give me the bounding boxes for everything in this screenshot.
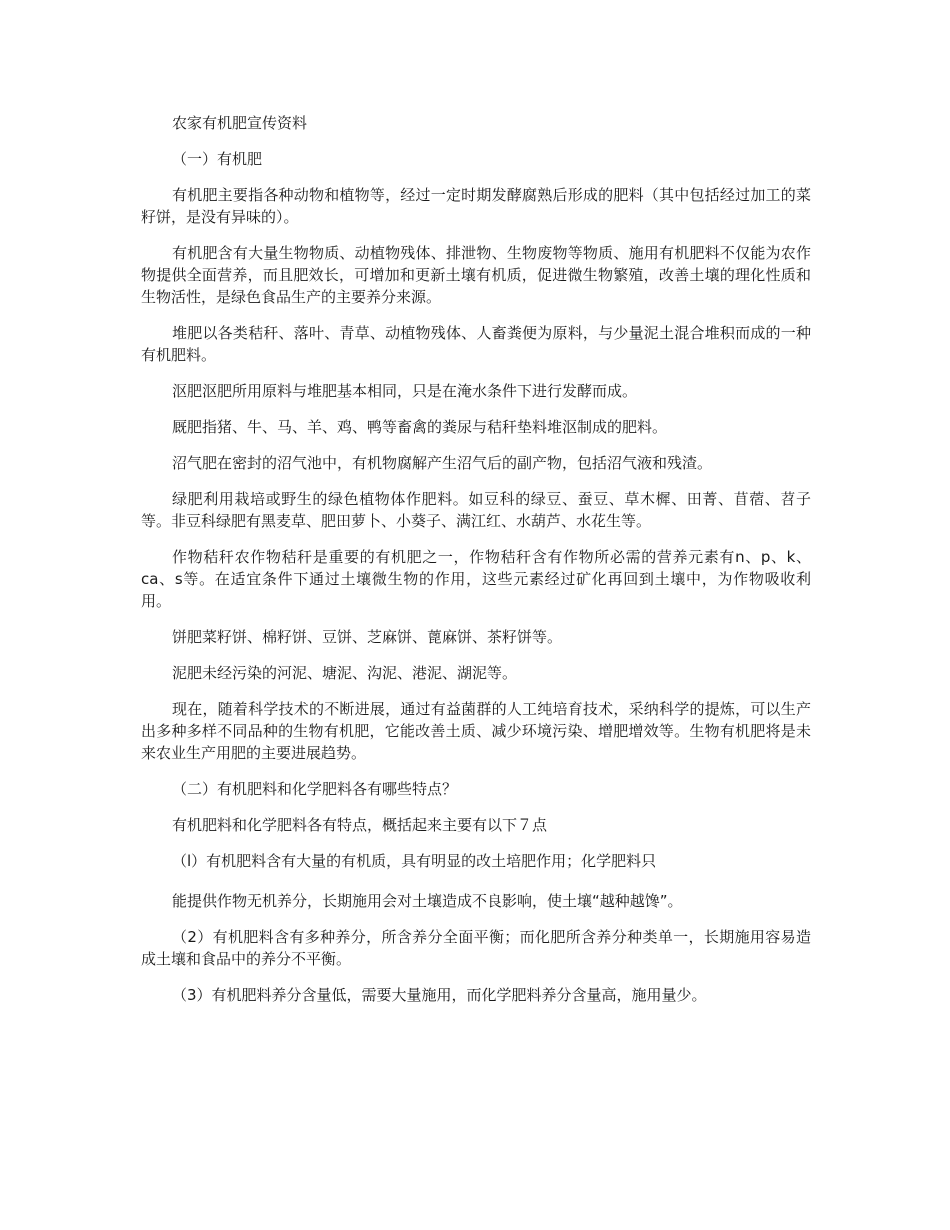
paragraph-definition: 有机肥主要指各种动物和植物等，经过一定时期发酵腐熟后形成的肥料（其中包括经过加工的菜籽饼，是没有异味的）。 [141,186,811,226]
paragraph-biogas-manure: 沼气肥在密封的沼气池中，有机物腐解产生沼气后的副产物，包括沼气液和残渣。 [172,454,713,472]
paragraph-retting-manure: 沤肥沤肥所用原料与堆肥基本相同，只是在淹水条件下进行发酵而成。 [172,382,638,400]
paragraph-mud-fertilizer: 泥肥未经污染的河泥、塘泥、沟泥、港泥、湖泥等。 [172,664,518,682]
point-3: （3）有机肥料养分含量低，需要大量施用，而化学肥料养分含量高，施用量少。 [172,986,707,1004]
document-title: 农家有机肥宣传资料 [172,114,308,132]
paragraph-cake-fertilizer: 饼肥菜籽饼、棉籽饼、豆饼、芝麻饼、蓖麻饼、茶籽饼等。 [172,628,563,646]
paragraph-bio-organic-trend: 现在，随着科学技术的不断进展，通过有益菌群的人工纯培育技术，采纳科学的提炼，可以生产出多种多样不同品种的生物有机肥，它能改善土质、减少环境污染、增肥增效等。生物有机肥将是未来农业生产用肥的主要进展趋势。 [141,700,811,762]
paragraph-benefits: 有机肥含有大量生物物质、动植物残体、排泄物、生物废物等物质、施用有机肥料不仅能为农作物提供全面营养，而且肥效长，可增加和更新土壤有机质，促进微生物繁殖，改善土壤的理化性质和生物活性，是绿色食品生产的主要养分来源。 [141,244,811,306]
section-heading-characteristics: （二）有机肥料和化学肥料各有哪些特点？ [172,780,458,798]
paragraph-green-manure: 绿肥利用栽培或野生的绿色植物体作肥料。如豆科的绿豆、蚕豆、草木樨、田菁、苜蓿、苕子等。非豆科绿肥有黑麦草、肥田萝卜、小葵子、满江红、水葫芦、水花生等。 [141,490,811,530]
point-2: （2）有机肥料含有多种养分，所含养分全面平衡；而化肥所含养分种类单一，长期施用容易造成土壤和食品中的养分不平衡。 [141,928,811,968]
paragraph-compost: 堆肥以各类秸秆、落叶、青草、动植物残体、人畜粪便为原料，与少量泥土混合堆积而成的一种有机肥料。 [141,324,811,364]
section-heading-organic-fertilizer: （一）有机肥 [172,150,263,168]
document-body [141,112,811,1020]
point-1-line-b: 能提供作物无机养分，长期施用会对土壤造成不良影响，使土壤“越种越馋”。 [172,892,683,910]
paragraph-characteristics-intro: 有机肥料和化学肥料各有特点，概括起来主要有以下７点 [172,816,548,834]
paragraph-barnyard-manure: 厩肥指猪、牛、马、羊、鸡、鸭等畜禽的粪尿与秸秆垫料堆沤制成的肥料。 [172,418,668,436]
paragraph-crop-straw: 作物秸秆农作物秸秆是重要的有机肥之一，作物秸秆含有作物所必需的营养元素有n、p、k、ca、s等。在适宜条件下通过土壤微生物的作用，这些元素经过矿化再回到土壤中，为作物吸收利用。 [141,548,811,610]
point-1-line-a: （l）有机肥料含有大量的有机质，具有明显的改土培肥作用；化学肥料只 [172,852,657,870]
